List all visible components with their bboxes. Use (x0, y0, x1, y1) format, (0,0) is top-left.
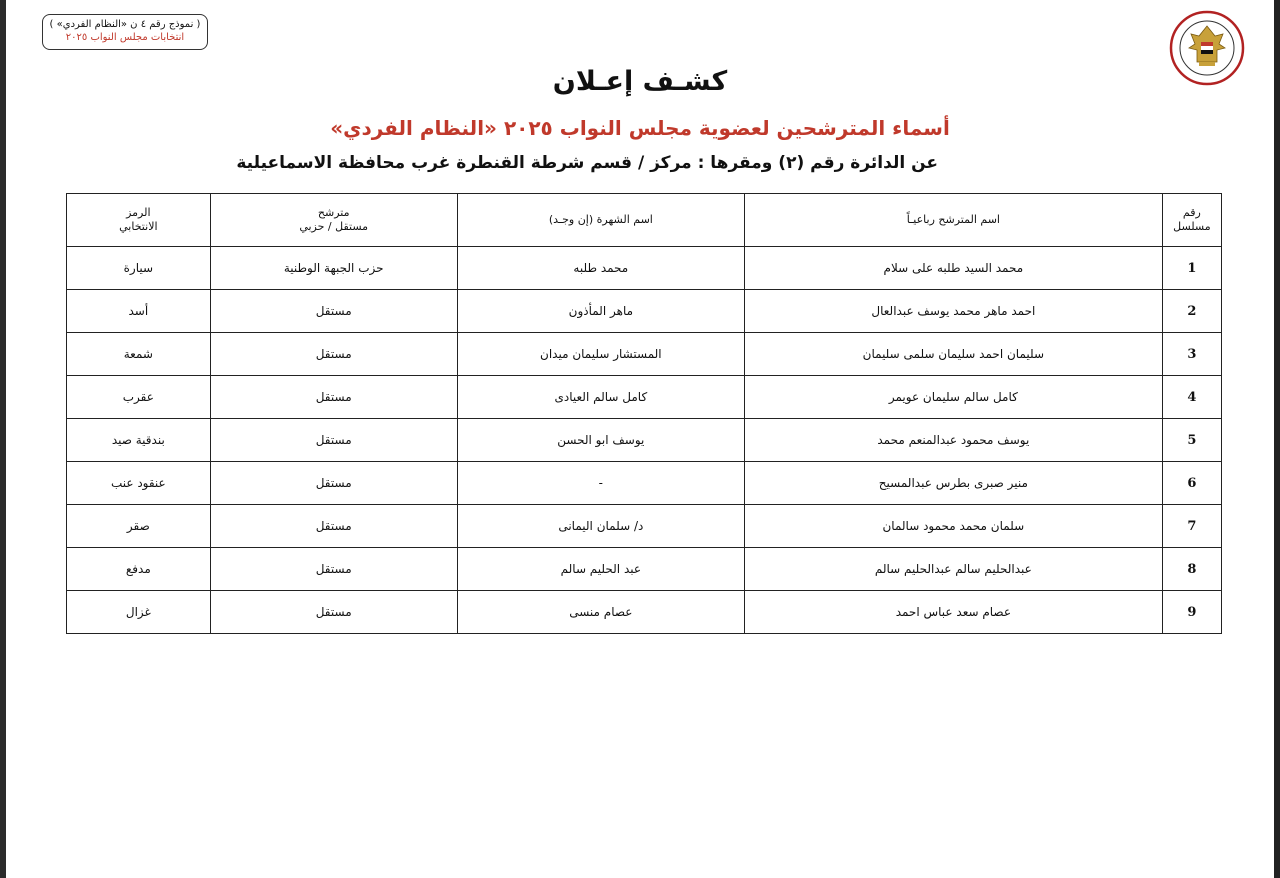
cell-serial: 7 (1162, 505, 1221, 548)
election-name-label: انتخابات مجلس النواب ٢٠٢٥ (65, 32, 185, 43)
header-serial (1162, 194, 1221, 247)
table-row (67, 591, 1222, 634)
cell-symbol: غزال (67, 591, 211, 634)
cell-serial: 6 (1162, 462, 1221, 505)
table-row (67, 548, 1222, 591)
cell-name: يوسف محمود عبدالمنعم محمد (744, 419, 1162, 462)
table-row (67, 462, 1222, 505)
cell-type: مستقل (210, 591, 457, 634)
cell-name: سلمان محمد محمود سالمان (744, 505, 1162, 548)
district-info: عن الدائرة رقم (٢) ومقرها : مركز / قسم شرطة القنطرة غرب محافظة الاسماعيلية (236, 153, 938, 173)
cell-fame: كامل سالم العيادى (457, 376, 744, 419)
cell-serial: 5 (1162, 419, 1221, 462)
cell-serial: 4 (1162, 376, 1221, 419)
page-edge-right (1274, 0, 1280, 878)
cell-fame: - (457, 462, 744, 505)
header-fame: اسم الشهرة (إن وجـد) (457, 194, 744, 247)
cell-type: مستقل (210, 419, 457, 462)
cell-type: مستقل (210, 505, 457, 548)
header-type (210, 194, 457, 247)
cell-type: مستقل (210, 290, 457, 333)
cell-serial: 8 (1162, 548, 1221, 591)
cell-name: سليمان احمد سليمان سلمى سليمان (744, 333, 1162, 376)
cell-type: مستقل (210, 333, 457, 376)
cell-type: مستقل (210, 462, 457, 505)
cell-type: مستقل (210, 376, 457, 419)
cell-serial: 9 (1162, 591, 1221, 634)
candidates-table (66, 193, 1222, 634)
cell-type: حزب الجبهة الوطنية (210, 247, 457, 290)
document-page (6, 0, 1274, 878)
cell-symbol: شمعة (67, 333, 211, 376)
header-symbol-line2: الانتخابي (119, 220, 158, 233)
cell-name: محمد السيد طلبه على سلام (744, 247, 1162, 290)
header-serial-line1: رقم (1182, 206, 1201, 219)
cell-fame: د/ سلمان اليمانى (457, 505, 744, 548)
page-title: كشـف إعـلان (552, 66, 728, 97)
page-subtitle: أسماء المترشحين لعضوية مجلس النواب ٢٠٢٥ «النظام الفردي» (330, 116, 950, 140)
form-number-label: ( نموذج رقم ٤ ن «النظام الفردي» ) (49, 19, 201, 30)
cell-symbol: أسد (67, 290, 211, 333)
cell-symbol: بندقية صيد (67, 419, 211, 462)
cell-symbol: عنقود عنب (67, 462, 211, 505)
cell-symbol: صقر (67, 505, 211, 548)
cell-type: مستقل (210, 548, 457, 591)
table-row (67, 333, 1222, 376)
table-row (67, 376, 1222, 419)
header-type-line1: مترشح (317, 206, 350, 219)
cell-symbol: سيارة (67, 247, 211, 290)
table-row (67, 505, 1222, 548)
cell-serial: 2 (1162, 290, 1221, 333)
header-symbol-line1: الرمز (126, 206, 151, 219)
header-serial-line2: مسلسل (1173, 220, 1211, 233)
table-row (67, 247, 1222, 290)
cell-fame: عصام منسى (457, 591, 744, 634)
cell-name: احمد ماهر محمد يوسف عبدالعال (744, 290, 1162, 333)
form-number-box (42, 14, 208, 50)
header-symbol (67, 194, 211, 247)
cell-fame: المستشار سليمان ميدان (457, 333, 744, 376)
cell-symbol: مدفع (67, 548, 211, 591)
cell-name: عصام سعد عباس احمد (744, 591, 1162, 634)
cell-name: عبدالحليم سالم عبدالحليم سالم (744, 548, 1162, 591)
header-name: اسم المترشح رباعيـاً (744, 194, 1162, 247)
cell-fame: يوسف ابو الحسن (457, 419, 744, 462)
cell-fame: ماهر المأذون (457, 290, 744, 333)
cell-symbol: عقرب (67, 376, 211, 419)
table-row (67, 419, 1222, 462)
cell-serial: 1 (1162, 247, 1221, 290)
cell-name: كامل سالم سليمان عويمر (744, 376, 1162, 419)
cell-fame: محمد طلبه (457, 247, 744, 290)
cell-fame: عبد الحليم سالم (457, 548, 744, 591)
cell-name: منير صبرى بطرس عبدالمسيح (744, 462, 1162, 505)
cell-serial: 3 (1162, 333, 1221, 376)
header-type-line2: مستقل / حزبي (299, 220, 369, 233)
table-row (67, 290, 1222, 333)
table-header-row (67, 194, 1222, 247)
